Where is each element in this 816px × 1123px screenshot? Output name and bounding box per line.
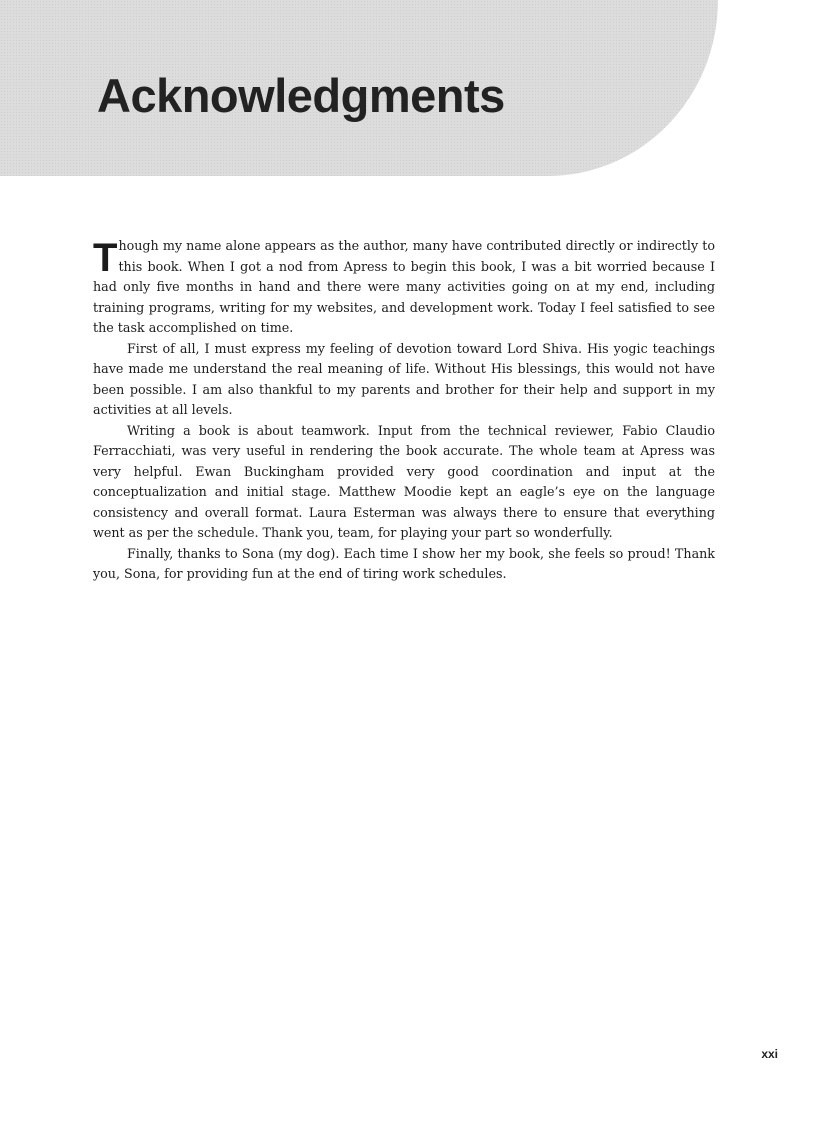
chapter-title: Acknowledgments [97,69,505,122]
chapter-body [93,236,715,585]
paragraph-2: First of all, I must express my feeling of devotion toward Lord Shiva. His yogic teachings have made me understand the real meaning of life. Without His blessings, this would not have been possible. I am also thankful to my parents and brother for their help and support in my activities at all levels. [93,340,715,417]
paragraph-3: Writing a book is about teamwork. Input from the technical reviewer, Fabio Claudio Ferracchiati, was very useful in rendering the book accurate. The whole team at Apress was very helpful. Ewan Buckingham provided very good coordination and input at the conceptualization and initial stage. Matthew Moodie kept an eagle’s eye on the language consistency and overall format. Laura Esterman was always there to ensure that everything went as per the schedule. Thank you, team, for playing your part so wonderfully. [93,422,715,540]
drop-cap: T [93,236,118,280]
paragraph-1-text: hough my name alone appears as the author, many have contributed directly or indirectly to this book. When I got a nod from Apress to begin this book, I was a bit worried because I had only five months in hand and there were many activities going on at my end, including training programs, writing for my websites, and development work. Today I feel satisfied to see the task accomplished on time. [93,238,715,335]
paragraph-1 [93,236,715,339]
page-number: xxi [761,1047,778,1061]
paragraph-4: Finally, thanks to Sona (my dog). Each time I show her my book, she feels so proud! Thank you, Sona, for providing fun at the end of tiring work schedules. [93,545,715,581]
